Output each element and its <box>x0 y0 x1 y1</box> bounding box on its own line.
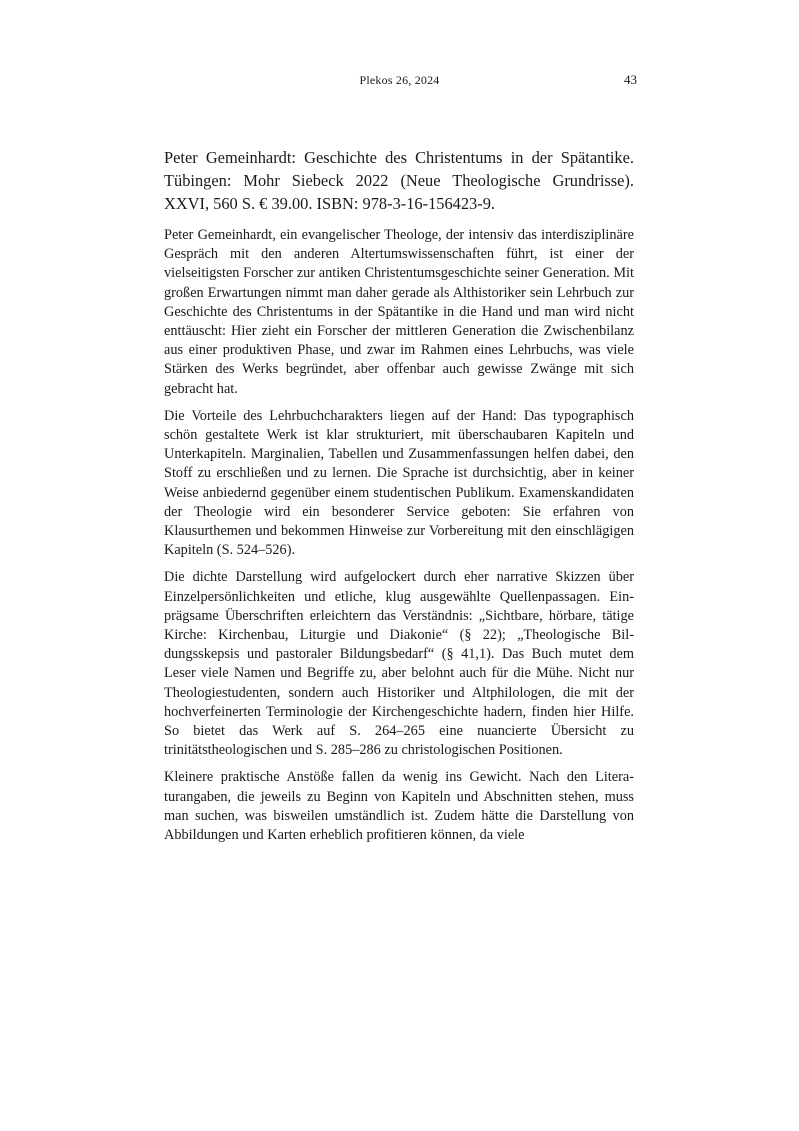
paragraph-4: Kleinere praktische Anstöße fallen da wenig ins Gewicht. Nach den Literaturangaben, die jeweils zu Beginn von Kapiteln und Abschnitten stehen, muss man suchen, was bisweilen umständlich ist. Zudem hätte die Darstellung von Abbildungen und Karten erheblich profitieren können, da viele <box>164 769 634 844</box>
paragraph-1: Peter Gemeinhardt, ein evangelischer Theologe, der intensiv das interdisziplinäre Gespräch mit den anderen Altertumswissenschaften führt, ist einer der vielseitigsten Forscher zur antiken Christentumsgeschichte seiner Generation. Mit großen Erwartungen nimmt man daher gerade als Althistoriker sein Lehrbuch zur Geschichte des Christentums in der Spätantike in die Hand und man wird nicht enttäuscht: Hier zieht ein Forscher der mittleren Generation die Zwischenbilanz aus einer produktiven Phase, und zwar im Rahmen eines Lehrbuchs, was viele Stärken des Werks begründet, aber offenbar auch gewisse Zwänge mit sich gebracht hat. <box>164 227 634 397</box>
paragraph-2: Die Vorteile des Lehrbuchcharakters liegen auf der Hand: Das typographisch schön gestaltete Werk ist klar strukturiert, mit überschaubaren Kapiteln und Unterkapiteln. Marginalien, Tabellen und Zusammenfassungen helfen dabei, den Stoff zu erschließen und zu lernen. Die Sprache ist durchsichtig, aber in keiner Weise anbiedernd gegenüber einem studentischen Publikum. Examenskandidaten der Theologie wird ein besonderer Service geboten: Sie erfahren von Klausurthemen und bekommen Hinweise zur Vorbereitung mit den einschlägigen Kapiteln (S. 524–526). <box>164 407 634 559</box>
page-number: 43 <box>624 72 637 87</box>
running-head: Plekos 26, 2024 <box>359 73 440 87</box>
review-citation: Peter Gemeinhardt: Geschichte des Christentums in der Spätantike. Tübingen: Mohr Siebeck 2022 (Neue Theologische Grundrisse). XXVI, 560 S. € 39.00. ISBN: 978-3-16-156423-9. <box>164 148 634 213</box>
review-body <box>164 226 634 853</box>
paragraph-3: Die dichte Darstellung wird aufgelockert durch eher narrative Skizzen über Einzelpersönlichkeiten und etliche, klug ausgewählte Quellenpassagen. Einprägsame Überschriften erleichtern das Verständnis: „Sichtbare, hörbare, tätige Kirche: Kirchenbau, Liturgie und Diakonie“ (§ 22); „Theologische Bildungsskepsis und pastoraler Bildungsbedarf“ (§ 41,1). Das Buch mutet dem Leser viele Namen und Begriffe zu, aber belohnt auch für die Mühe. Nicht nur Theologiestudenten, sondern auch Historiker und Altphilologen, die mit der hochverfeinerten Terminologie der Kirchengeschichte hadern, finden hier Hilfe. So bietet das Werk auf S. 264–265 eine nuancierte Übersicht zu trinitätstheologischen und S. 285–286 zu christologischen Positionen. <box>164 569 634 759</box>
